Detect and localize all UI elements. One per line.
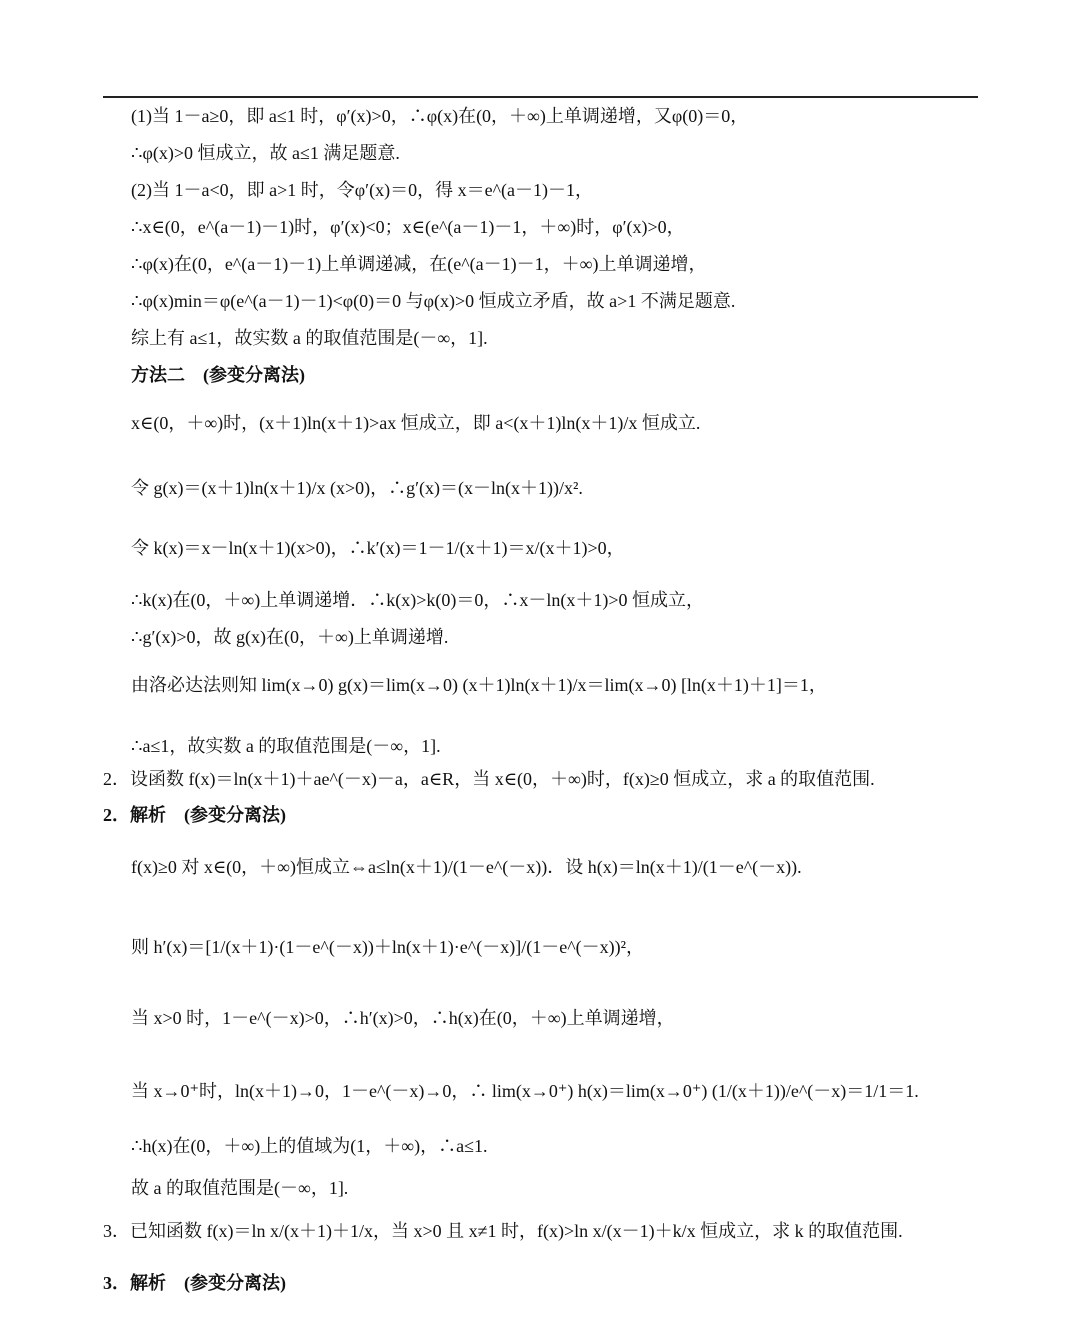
text-line: 令 g(x)＝(x＋1)ln(x＋1)/x (x>0)，∴g′(x)＝(x－ln(x＋1))/x². xyxy=(131,478,583,498)
text-line: ∴φ(x)>0 恒成立，故 a≤1 满足题意. xyxy=(131,143,400,163)
text-line: ∴x∈(0，e^(a－1)－1)时，φ′(x)<0；x∈(e^(a－1)－1，＋∞)时，φ′(x)>0， xyxy=(131,217,685,237)
text-line: 故 a 的取值范围是(－∞，1]. xyxy=(131,1178,349,1198)
text-line: ∴φ(x)min＝φ(e^(a－1)－1)<φ(0)＝0 与φ(x)>0 恒成立矛盾，故 a>1 不满足题意. xyxy=(131,291,736,311)
text-line: 当 x>0 时，1－e^(－x)>0，∴h′(x)>0，∴h(x)在(0，＋∞)上单调递增， xyxy=(131,1008,675,1028)
text-line: ∴h(x)在(0，＋∞)上的值域为(1，＋∞)，∴a≤1. xyxy=(131,1136,488,1156)
text-line: 令 k(x)＝x－ln(x＋1)(x>0)，∴k′(x)＝1－1/(x＋1)＝x/(x＋1)>0， xyxy=(131,538,625,558)
text-line: ∴k(x)在(0，＋∞)上单调递增．∴k(x)>k(0)＝0，∴x－ln(x＋1)>0 恒成立， xyxy=(131,590,705,610)
text-line: 当 x→0⁺时，ln(x＋1)→0，1－e^(－x)→0，∴ lim(x→0⁺) h(x)＝lim(x→0⁺) (1/(x＋1))/e^(－x)＝1/1＝1. xyxy=(131,1081,919,1101)
text-line: ∴g′(x)>0，故 g(x)在(0，＋∞)上单调递增. xyxy=(131,627,449,647)
text-line: (1)当 1－a≥0，即 a≤1 时，φ′(x)>0，∴φ(x)在(0，＋∞)上单调递增，又φ(0)＝0， xyxy=(131,106,749,126)
text-line: (2)当 1－a<0，即 a>1 时，令φ′(x)＝0，得 x＝e^(a－1)－1， xyxy=(131,180,593,200)
method-heading: 方法二 (参变分离法) xyxy=(131,365,305,385)
text-line: x∈(0，＋∞)时，(x＋1)ln(x＋1)>ax 恒成立，即 a<(x＋1)ln(x＋1)/x 恒成立. xyxy=(131,413,701,433)
text-line: 则 h′(x)＝[1/(x＋1)·(1－e^(－x))＋ln(x＋1)·e^(－x)]/(1－e^(－x))²， xyxy=(131,937,645,957)
problem-statement: 2．设函数 f(x)＝ln(x＋1)＋ae^(－x)－a，a∈R，当 x∈(0，＋∞)时，f(x)≥0 恒成立，求 a 的取值范围. xyxy=(103,769,875,789)
header-rule xyxy=(103,96,978,98)
text-line: ∴a≤1，故实数 a 的取值范围是(－∞，1]. xyxy=(131,736,441,756)
text-line: 由洛必达法则知 lim(x→0) g(x)＝lim(x→0) (x＋1)ln(x＋1)/x＝lim(x→0) [ln(x＋1)＋1]＝1， xyxy=(131,675,827,695)
text-line: f(x)≥0 对 x∈(0，＋∞)恒成立⇔a≤ln(x＋1)/(1－e^(－x))．设 h(x)＝ln(x＋1)/(1－e^(－x)). xyxy=(131,857,802,877)
solution-heading: 3．解析 (参变分离法) xyxy=(103,1273,286,1293)
solution-heading: 2．解析 (参变分离法) xyxy=(103,805,286,825)
text-line: ∴φ(x)在(0，e^(a－1)－1)上单调递减，在(e^(a－1)－1，＋∞)上单调递增， xyxy=(131,254,707,274)
problem-statement: 3．已知函数 f(x)＝ln x/(x＋1)＋1/x，当 x>0 且 x≠1 时，f(x)>ln x/(x－1)＋k/x 恒成立，求 k 的取值范围. xyxy=(103,1221,903,1241)
text-line: 综上有 a≤1，故实数 a 的取值范围是(－∞，1]. xyxy=(131,328,488,348)
